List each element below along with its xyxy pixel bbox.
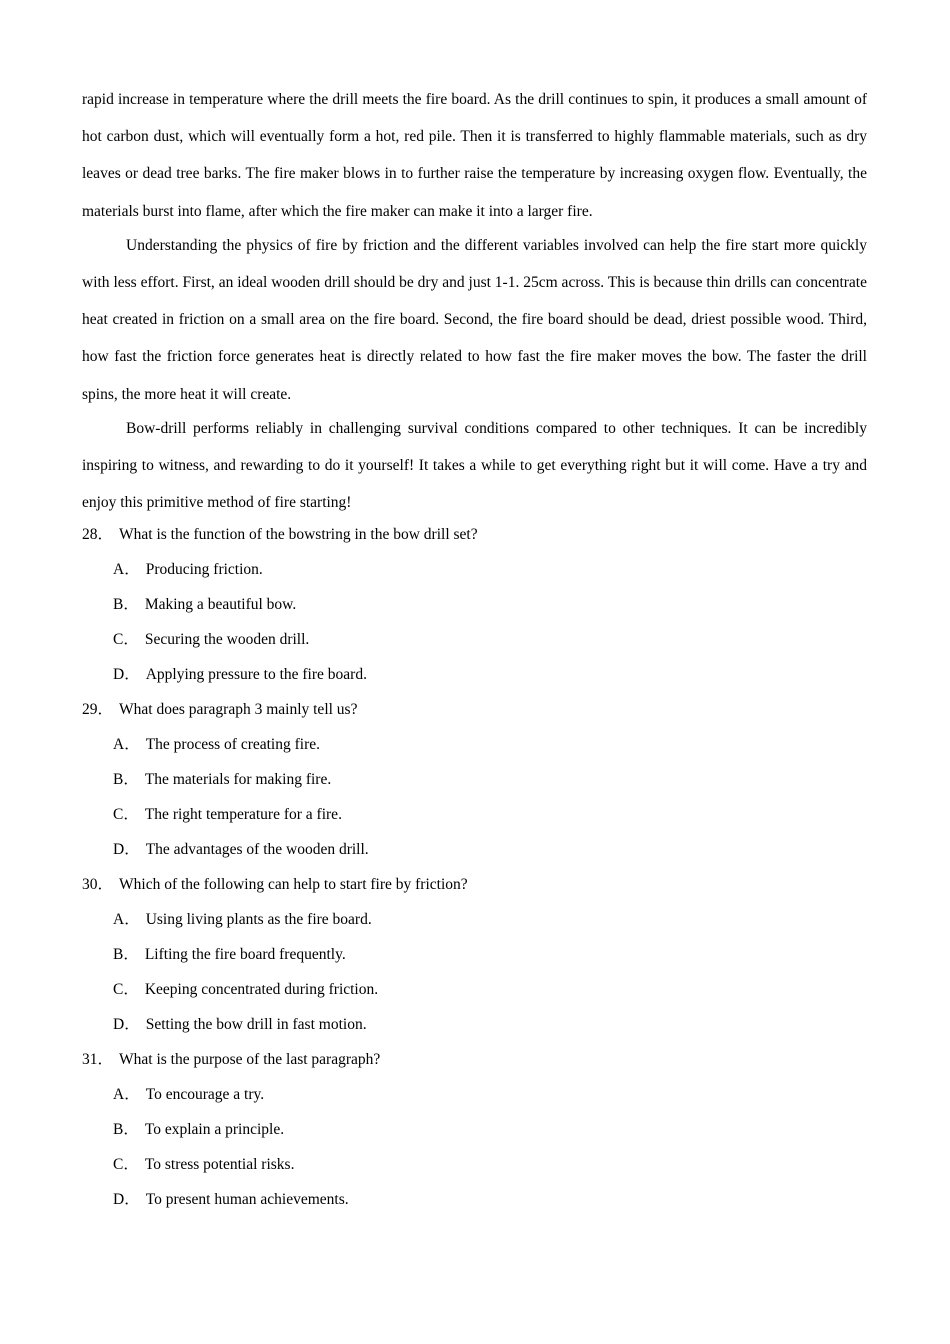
passage-paragraph-1: rapid increase in temperature where the drill meets the fire board. As the drill continues to spin, it produces a small amount of hot carbon dust, which will eventually form a hot, red pile. Then it is transferred to highly flammable materials, such as dry leaves or dead tree barks. The fire maker blows in to further raise the temperature by increasing oxygen flow. Eventually, the materials burst into flame, after which the fire maker can make it into a larger fire. <box>82 91 867 220</box>
option-text: The materials for making fire. <box>144 771 332 789</box>
option-letter: C． <box>113 1156 139 1174</box>
exam-page <box>82 81 867 1217</box>
option-text: To present human achievements. <box>145 1191 349 1209</box>
question-stem <box>82 517 867 552</box>
option-d[interactable] <box>82 657 867 692</box>
option-a[interactable] <box>82 727 867 762</box>
option-text: Using living plants as the fire board. <box>145 911 372 929</box>
question-stem <box>82 1042 867 1077</box>
question-31 <box>82 1042 867 1217</box>
question-text: What does paragraph 3 mainly tell us? <box>119 701 358 719</box>
option-letter: A． <box>113 736 140 754</box>
option-a[interactable] <box>82 902 867 937</box>
option-text: Lifting the fire board frequently. <box>144 946 346 964</box>
option-letter: D． <box>113 841 140 859</box>
option-letter: B． <box>113 1121 139 1139</box>
option-letter: D． <box>113 1016 140 1034</box>
option-d[interactable] <box>82 1007 867 1042</box>
option-text: The advantages of the wooden drill. <box>145 841 369 859</box>
option-text: Making a beautiful bow. <box>144 596 297 614</box>
option-text: Securing the wooden drill. <box>144 631 310 649</box>
option-text: To encourage a try. <box>145 1086 265 1104</box>
option-b[interactable] <box>82 1112 867 1147</box>
option-text: The process of creating fire. <box>145 736 320 754</box>
question-number: 29． <box>82 701 114 719</box>
option-letter: A． <box>113 561 140 579</box>
option-text: To stress potential risks. <box>144 1156 295 1174</box>
option-b[interactable] <box>82 587 867 622</box>
option-text: Keeping concentrated during friction. <box>144 981 379 999</box>
question-stem <box>82 692 867 727</box>
option-text: Producing friction. <box>145 561 263 579</box>
passage-paragraph-3: Bow-drill performs reliably in challenging survival conditions compared to other techniques. It can be incredibly inspiring to witness, and rewarding to do it yourself! It takes a while to get everything right but it will come. Have a try and enjoy this primitive method of fire starting! <box>82 419 867 512</box>
option-text: Setting the bow drill in fast motion. <box>145 1016 367 1034</box>
option-letter: B． <box>113 596 139 614</box>
option-letter: C． <box>113 631 139 649</box>
question-number: 30． <box>82 876 114 894</box>
option-letter: C． <box>113 981 139 999</box>
option-d[interactable] <box>82 1182 867 1217</box>
option-text: To explain a principle. <box>144 1121 285 1139</box>
passage-paragraph-2: Understanding the physics of fire by friction and the different variables involved can help the fire start more quickly with less effort. First, an ideal wooden drill should be dry and just 1-1. 25cm across. This is because thin drills can concentrate heat created in friction on a small area on the fire board. Second, the fire board should be dead, driest possible wood. Third, how fast the friction force generates heat is directly related to how fast the fire maker moves the bow. The faster the drill spins, the more heat it will create. <box>82 236 867 403</box>
question-text: What is the purpose of the last paragraph? <box>119 1051 381 1069</box>
option-a[interactable] <box>82 552 867 587</box>
option-text: The right temperature for a fire. <box>144 806 342 824</box>
question-text: Which of the following can help to start fire by friction? <box>119 876 468 894</box>
question-29 <box>82 692 867 867</box>
option-letter: B． <box>113 771 139 789</box>
question-number: 28． <box>82 526 114 544</box>
question-stem <box>82 867 867 902</box>
option-letter: A． <box>113 911 140 929</box>
option-letter: A． <box>113 1086 140 1104</box>
option-b[interactable] <box>82 937 867 972</box>
option-text: Applying pressure to the fire board. <box>145 666 367 684</box>
question-text: What is the function of the bowstring in the bow drill set? <box>119 526 478 544</box>
option-c[interactable] <box>82 1147 867 1182</box>
option-letter: D． <box>113 666 140 684</box>
option-c[interactable] <box>82 797 867 832</box>
option-letter: B． <box>113 946 139 964</box>
option-c[interactable] <box>82 622 867 657</box>
option-b[interactable] <box>82 762 867 797</box>
question-28 <box>82 517 867 692</box>
option-a[interactable] <box>82 1077 867 1112</box>
question-30 <box>82 867 867 1042</box>
option-letter: D． <box>113 1191 140 1209</box>
option-c[interactable] <box>82 972 867 1007</box>
question-number: 31． <box>82 1051 114 1069</box>
option-d[interactable] <box>82 832 867 867</box>
option-letter: C． <box>113 806 139 824</box>
